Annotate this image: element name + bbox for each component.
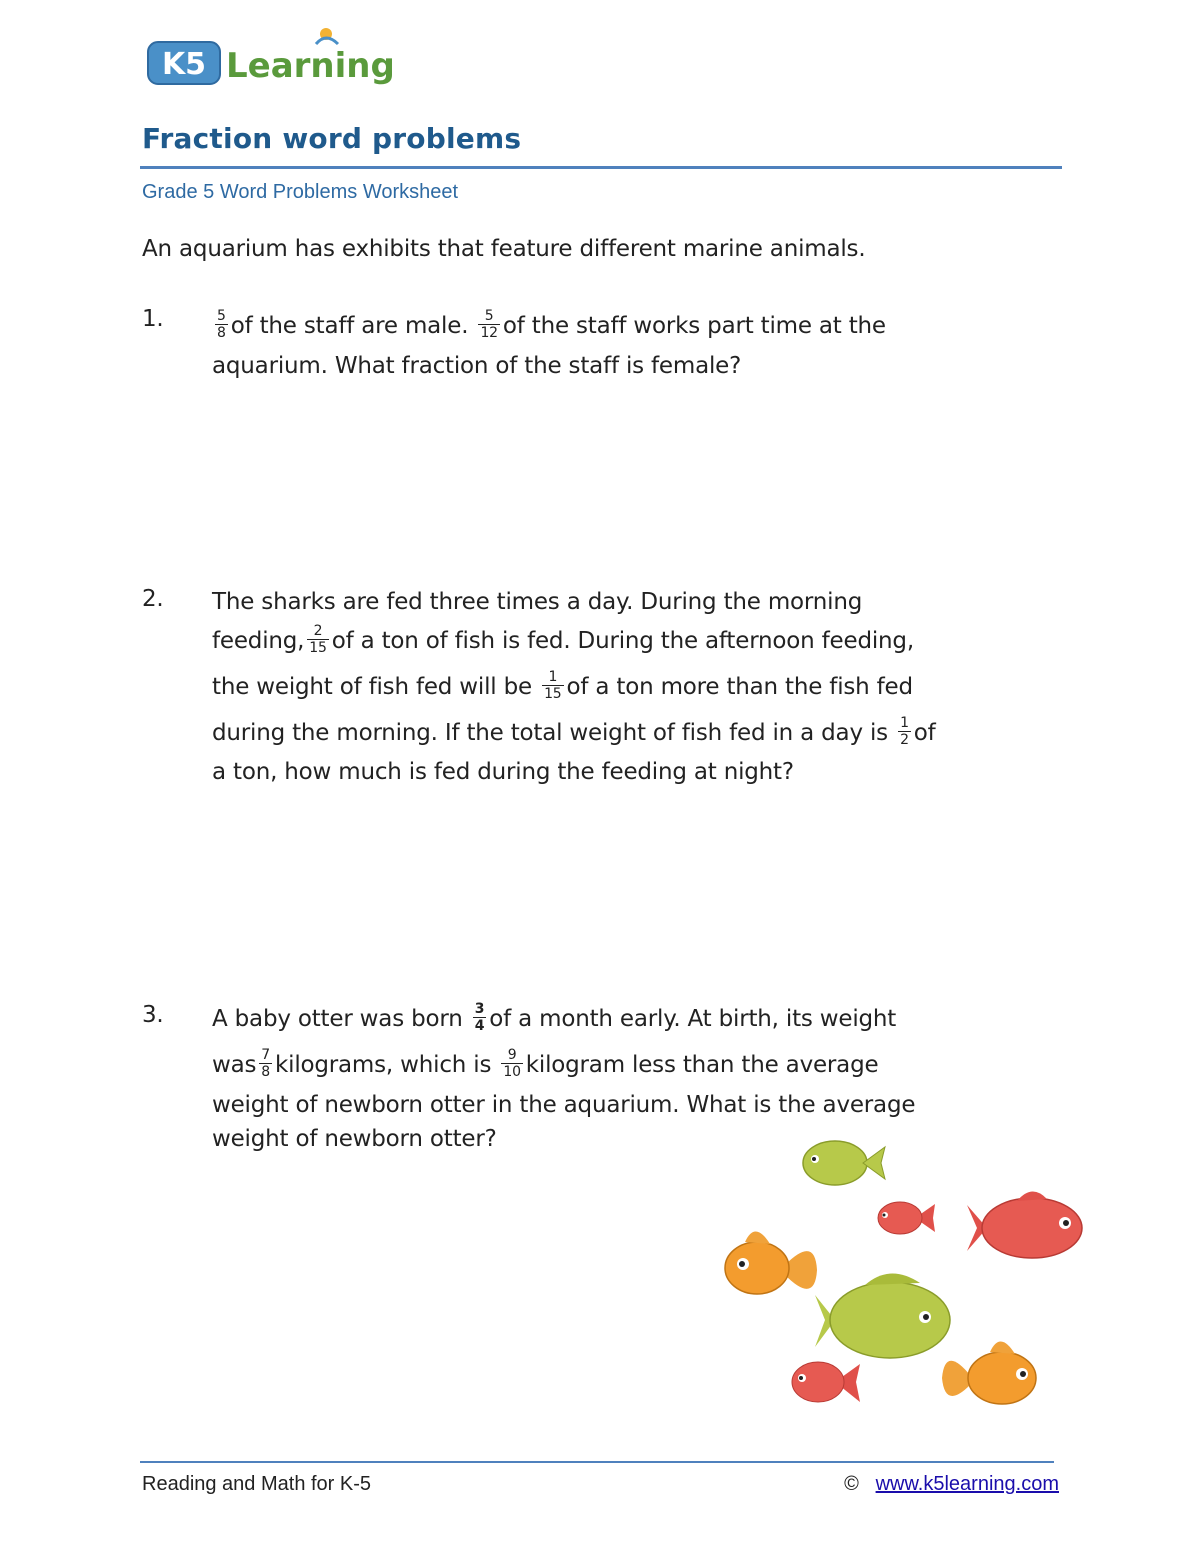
fraction: $\frac{7}{8}$: [261, 1047, 271, 1080]
question-number: 1.: [142, 306, 164, 332]
fraction: $\frac{3}{4}$: [474, 1001, 485, 1034]
fraction: $\frac{9}{10}$: [503, 1047, 521, 1080]
question-body: The sharks are fed three times a day. During the morning feeding, $\frac{2}{15}$ of a ton of fish is fed. During the afternoon feeding, the weight of fish fed will be $\frac{1}{15}$ of a ton more than the fish fed during the morning. If the total weight of fish fed in a day is $\frac{1}{2}$ of a ton, how much is fed during the feeding at night?: [212, 589, 936, 785]
page-title: Fraction word problems: [142, 122, 522, 155]
question-body: $\frac{5}{8}$ of the staff are male. $\frac{5}{12}$ of the staff works part time at the aquarium. What fraction of the staff is female?: [212, 308, 886, 379]
fish-illustration: [715, 1125, 1115, 1425]
fraction: $\frac{5}{12}$: [480, 308, 498, 341]
question-number: 3.: [142, 1002, 164, 1028]
copyright-symbol: ©: [844, 1473, 859, 1495]
svg-text:Learning: Learning: [226, 46, 395, 86]
question-number: 2.: [142, 586, 164, 612]
k5-learning-logo: [146, 22, 406, 92]
fraction: $\frac{1}{2}$: [900, 715, 909, 748]
fraction: $\frac{1}{15}$: [544, 669, 562, 702]
intro-text: An aquarium has exhibits that feature different marine animals.: [142, 236, 866, 262]
footer-copyright: [844, 1473, 1059, 1496]
footer-divider: [140, 1461, 1054, 1463]
fraction: $\frac{2}{15}$: [309, 623, 327, 656]
footer-tagline: Reading and Math for K-5: [142, 1473, 372, 1495]
page-subtitle: Grade 5 Word Problems Worksheet: [142, 181, 459, 203]
svg-text:K5: K5: [161, 47, 207, 82]
website-link[interactable]: www.k5learning.com: [875, 1473, 1059, 1495]
question-body: A baby otter was born $\frac{3}{4}$ of a month early. At birth, its weight was $\frac{7}{8}$ kilograms, which is $\frac{9}{10}$ kilogram less than the average weight of newborn otter in the aquarium. What is the average weight of newborn otter?: [212, 1001, 916, 1152]
fraction: $\frac{5}{8}$: [217, 308, 226, 341]
title-divider: [140, 166, 1062, 169]
